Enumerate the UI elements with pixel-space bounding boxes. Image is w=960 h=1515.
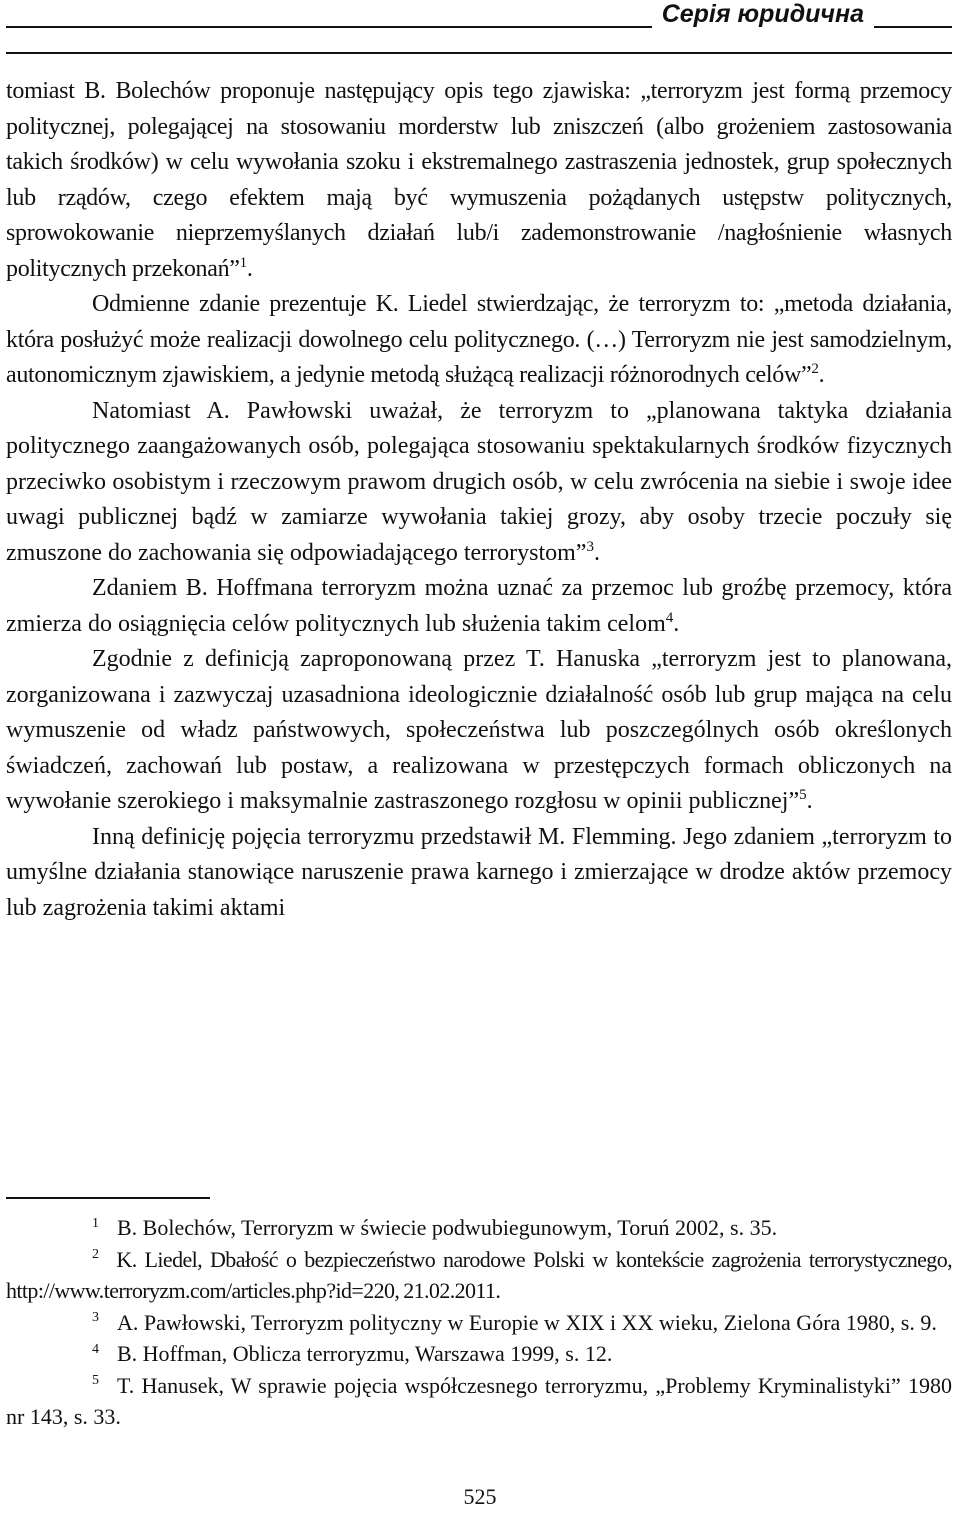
footnote-3: $^3$ A. Pawłowski, Terroryzm polityczny w Europie w XIX i XX wieku, Zielona Góra 1980, s. 9. <box>92 1309 937 1335</box>
series-title: Серія юридична <box>652 0 874 30</box>
page-number: 525 <box>463 1484 497 1509</box>
header-rule-bottom <box>6 52 952 54</box>
footnote-2: $^2$ K. Liedel, Dbałość o bezpieczeństwo narodowe Polski w kontekście zagrożenia terrorystycznego, http://www.terroryzm.com/articles.php?id=220, 21.02.2011. <box>6 1246 952 1303</box>
footnote-ref-2[interactable]: 2 <box>811 361 819 377</box>
footnote-ref-4[interactable]: 4 <box>665 609 674 626</box>
paragraph-hoffman: Zdaniem B. Hoffmana terroryzm można uznać za przemoc lub groźbę przemocy, która zmierza do osiągnięcia celów politycznych lub służenia takim celom$^4$. <box>6 575 952 637</box>
paragraph-hanusek: Zgodnie z definicją zaproponowaną przez T. Hanuska „terroryzm jest to planowana, zorganizowana i zazwyczaj uzasadniona ideologicznie działalność osób lub grup mająca na celu wymuszenie od władz państwowych, społeczeństwa lub poszczególnych osób określonych świadczeń, zachowań lub postaw, a realizowana w przestępczych formach obliczonych na wywołanie szerokiego i maksymalnie zastraszonego rozgłosu w opinii publicznej”$^5$. <box>6 646 952 814</box>
paragraph-flemming: Inną definicję pojęcia terroryzmu przedstawił M. Flemming. Jego zdaniem „terroryzm to umyślne działania stanowiące naruszenie prawa karnego i zmierzające w drodze aktów przemocy lub zagrożenia takimi aktami <box>6 823 952 921</box>
footnote-separator <box>6 1197 210 1199</box>
footnote-4: $^4$ B. Hoffman, Oblicza terroryzmu, Warszawa 1999, s. 12. <box>92 1341 613 1366</box>
paragraph-pawlowski: Natomiast A. Pawłowski uważał, że terroryzm to „planowana taktyka działania politycznego zaangażowanych osób, polegająca stosowaniu spektakularnych środków fizycznych przeciwko osobistym i rzeczowym prawom drugich osób, w celu zwrócenia na siebie i swoje idee uwagi publicznej bądź w zamiarze wywołania takiej grozy, aby osoby trzecie poczuły się zmuszone do zachowania się odpowiadającego terrorystom”$^3$. <box>6 397 952 566</box>
paragraph-liedel: Odmienne zdanie prezentuje K. Liedel stwierdzając, że terroryzm to: „metoda działania, która posłużyć może realizacji dowolnego celu politycznego. (…) Terroryzm nie jest samodzielnym, autonomicznym zjawiskiem, a jedynie metodą służącą realizacji różnorodnych celów”$^2$. <box>6 291 952 388</box>
footnote-ref-1[interactable]: 1 <box>239 254 247 271</box>
footnote-ref-5[interactable]: 5 <box>799 787 807 803</box>
main-text <box>6 74 952 926</box>
footnote-5: $^5$ T. Hanusek, W sprawie pojęcia współczesnego terroryzmu, „Problemy Kryminalistyki” 1980 nr 143, s. 33. <box>6 1372 952 1429</box>
paragraph-bolechow: tomiast B. Bolechów proponuje następujący opis tego zjawiska: „terroryzm jest formą przemocy politycznej, polegającej na stosowaniu morderstw lub zniszczeń (albo grożeniem zastosowania takich środków) w celu wywołania szoku i ekstremalnego zastraszenia jednostek, grup społecznych lub rządów, czego efektem mają być wymuszenia pożądanych ustępstw politycznych, sprowokowanie nieprzemyślanych działań lub/i zademonstrowanie /nagłośnienie własnych politycznych przekonań”$^1$. <box>6 78 952 282</box>
footnote-1: $^1$ B. Bolechów, Terroryzm w świecie podwubiegunowym, Toruń 2002, s. 35. <box>92 1215 778 1240</box>
footnotes <box>6 1212 952 1433</box>
footnote-ref-3[interactable]: 3 <box>586 538 594 555</box>
running-header <box>6 0 952 62</box>
